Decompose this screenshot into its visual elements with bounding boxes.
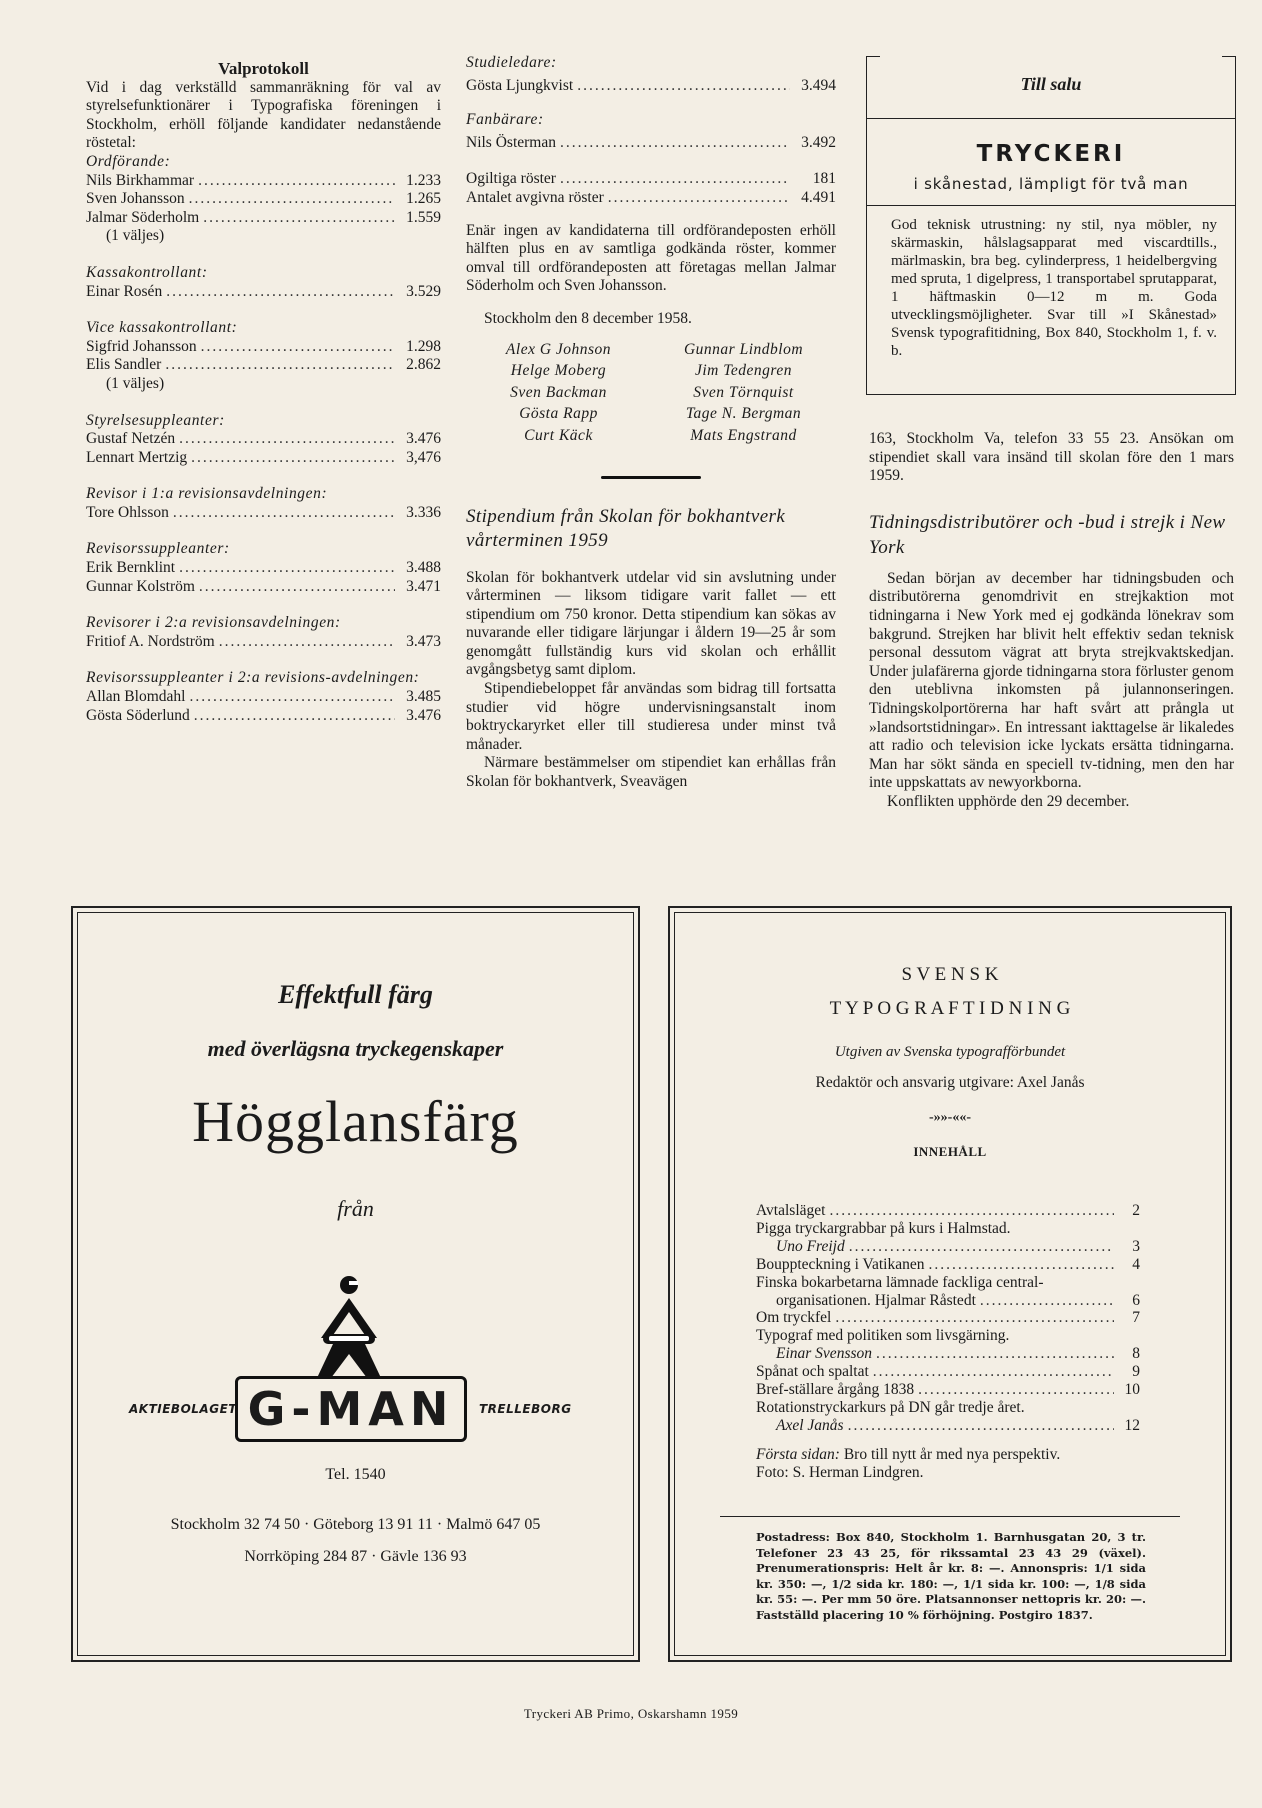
candidate-row [86,190,441,209]
toc-title: Om tryckfel [756,1309,832,1327]
candidate-row [86,688,441,707]
candidate-row [86,707,441,726]
forsta-sidan-label: Första sidan: [756,1446,840,1463]
dot-leader [873,1363,1114,1381]
dot-leader [179,559,395,578]
dot-leader [179,430,395,449]
dot-leader [203,209,395,228]
dot-leader [194,707,395,726]
result-name: Antalet avgivna röster [466,188,604,206]
candidate-name: Sigfrid Johansson [86,337,197,355]
candidate-votes: 3,476 [406,448,441,466]
candidate-name: Elis Sandler [86,356,162,374]
toc-page: 10 [1124,1381,1140,1399]
fanbarare-label: Fanbärare: [466,111,544,129]
dot-leader [560,134,790,153]
candidate-votes: 1.233 [406,171,441,189]
toc-title: Pigga tryckargrabbar på kurs i Halmstad. [756,1219,1011,1237]
signature: Gunnar Lindblom [683,340,804,358]
strejk-paragraph-1: Sedan början av december har tidningsbuden och distributörerna genomdrivit en strejkaktion mot tidningarna i New York med ej godkända lönekrav som bakgrund. Strejken har blivit helt effektiv sedan teknisk personal dessutom vägrat att bryta strejkvaktskedjan. Under julafärerna gjorde tidningarna stora förluster genom den uteblivna inkomsten på julannonseringen. Tidningskolportörerna har haft svårt att prångla ut »landsortstidningar». En intressant iakttagelse är likaledes att radio och television icke lyckats ersätta tidningarna. Man har sökt sända en speciell tv-tidning, men den har inte uppskattats av newyorkborna. [869,569,1234,792]
fanbarare-row [466,134,836,153]
toc-entry [756,1292,1140,1310]
result-votes: 181 [812,170,836,188]
candidate-votes: 1.559 [406,208,441,226]
ad-telephone: Tel. 1540 [325,1466,386,1483]
signature: Mats Engstrand [690,426,797,444]
gman-advertisement [71,906,640,1662]
result-votes: 3.494 [801,76,836,94]
toc-entry [756,1220,1140,1238]
dot-leader [835,1309,1114,1327]
candidate-name: Erik Bernklint [86,559,176,577]
toc-title: Einar Svensson [776,1345,873,1363]
valprotokoll-column [86,60,441,743]
election-position-label: Vice kassakontrollant: [86,319,238,337]
result-name: Gösta Ljungkvist [466,76,574,94]
election-group [86,540,441,596]
dot-leader [166,283,395,302]
dot-leader [608,189,790,208]
candidate-name: Nils Birkhammar [86,171,195,189]
result-votes: 4.491 [801,188,836,206]
candidate-name: Tore Ohlsson [86,503,169,521]
forsta-sidan [756,1446,1140,1482]
candidate-name: Allan Blomdahl [86,688,186,706]
stipendium-paragraph-3: Närmare bestämmelser om stipendiet kan erhållas från Skolan för bokhantverk, Sveavägen [466,754,836,791]
valprotokoll-intro: Vid i dag verkställd sammanräkning för val av styrelsefunktionärer i Typografiska föreningen i Stockholm, erhöll följande kandidater nedanstående röstetal: [86,78,441,152]
toc-title: Avtalsläget [756,1202,826,1219]
signature: Sven Backman [510,383,607,401]
candidate-name: Jalmar Söderholm [86,208,200,226]
election-position-label: Kassakontrollant: [86,263,208,281]
candidate-votes: 3.488 [406,559,441,577]
signature-grid [466,341,836,446]
candidate-votes: 3.485 [406,688,441,706]
dot-leader [198,172,395,191]
election-position-label: Revisor i 1:a revisionsavdelningen: [86,485,328,503]
toc-title: organisationen. Hjalmar Råstedt [776,1291,976,1309]
signature: Sven Törnquist [693,383,794,401]
toc-entry [756,1274,1140,1292]
dot-leader [577,77,790,96]
dot-leader [219,633,395,652]
strejk-paragraph-2: Konflikten upphörde den 29 december. [887,792,1130,810]
tryckeri-body: God teknisk utrustning: ny stil, nya möbler, ny skärmaskin, hålslagsapparat med viscardtills., märlmaskin, bra beg. cylinderpress, 1 heidelbergving med spruta, 1 digelpress, 1 transportabel sprutapparat, 1 häftmaskin 0—12 m m. Goda utvecklingsmöjligheter. Svar till »I Skånestad» Svensk typografitidning, Box 840, Stockholm 1, f. v. b. [891,217,1217,359]
toc-title: Spånat och spaltat [756,1363,869,1381]
election-note: (1 väljes) [106,374,165,392]
candidate-votes: 3.473 [406,632,441,650]
candidate-row [86,449,441,468]
toc-title: Typograf med politiken som livsgärning. [756,1327,1010,1345]
ad-right-word: TRELLEBORG [479,1402,572,1416]
result-name: Ogiltiga röster [466,170,556,188]
candidate-row [86,578,441,597]
dot-leader [848,1417,1114,1435]
ad-subheadline: med överlägsna tryckegenskaper [207,1036,504,1061]
till-salu-title: Till salu [1020,74,1082,94]
dot-leader [189,190,395,209]
signature: Jim Tedengren [694,362,793,380]
election-group [86,153,441,246]
table-of-contents [756,1202,1140,1435]
candidate-votes: 3.529 [406,282,441,300]
gman-figure-icon [309,1274,389,1380]
toc-page: 7 [1132,1309,1140,1327]
omval-paragraph: Enär ingen av kandidaterna till ordförandeposten erhöll hälften plus en av samtliga godkända röster, kommer omval till ordförandeposten att företagas mellan Jalmar Söderholm och Sven Johansson. [466,221,836,295]
candidate-votes: 3.476 [406,706,441,724]
candidate-row [86,504,441,523]
dot-leader [829,1202,1114,1220]
toc-title: Rotationstryckarkurs på DN går tredje året. [756,1398,1025,1416]
candidate-name: Gustaf Netzén [86,430,176,448]
election-position-label: Ordförande: [86,152,171,170]
dot-leader [918,1381,1114,1399]
toc-entry [756,1399,1140,1417]
studieledare-label: Studieledare: [466,54,557,71]
till-salu-box [866,56,1236,395]
toc-page: 9 [1132,1363,1140,1381]
candidate-row [86,430,441,449]
ornament-icon: -»»-««- [929,1110,971,1125]
dot-leader [191,449,395,468]
candidate-name: Einar Rosén [86,282,163,300]
divider-rule [601,476,701,479]
gman-logo-text: G-MAN [247,1382,455,1436]
printer-footer: Tryckeri AB Primo, Oskarshamn 1959 [523,1706,739,1721]
masthead-box [668,906,1232,1662]
election-position-label: Revisorer i 2:a revisionsavdelningen: [86,614,341,632]
dot-leader [980,1292,1114,1310]
toc-entry [756,1256,1140,1274]
signature: Tage N. Bergman [685,405,802,423]
masthead-redaktor: Redaktör och ansvarig utgivare: Axel Janås [815,1074,1085,1091]
ad-offices-2: Norrköping 284 87 · Gävle 136 93 [244,1548,467,1565]
tryckeri-heading: TRYCKERI [976,141,1126,167]
masthead-typograftidning: T Y P O G R A F T I D N I N G [829,998,1071,1019]
toc-page: 2 [1132,1202,1140,1219]
candidate-name: Sven Johansson [86,190,185,208]
result-name: Nils Österman [466,133,556,151]
studieledare-row [466,77,836,96]
election-group [86,319,441,393]
candidate-row [86,559,441,578]
toc-page: 3 [1132,1237,1140,1255]
dot-leader [876,1345,1114,1363]
ad-left-word: AKTIEBOLAGET [129,1402,237,1416]
innehall-heading: INNEHÅLL [913,1144,987,1159]
stipendium-continued: 163, Stockholm Va, telefon 33 55 23. Ansökan om stipendiet skall vara insänd till skolan före den 1 mars 1959. [869,430,1234,485]
toc-entry [756,1345,1140,1363]
right-column [869,430,1234,812]
middle-column [466,54,836,792]
masthead-svensk: S V E N S K [901,964,999,985]
candidate-name: Gösta Söderlund [86,706,190,724]
signature: Alex G Johnson [505,340,612,358]
election-position-label: Revisorssuppleanter i 2:a revisions-avdelningen: [86,669,420,687]
foto-credit: Foto: S. Herman Lindgren. [756,1464,924,1481]
candidate-row [86,338,441,357]
ad-headline: Effektfull färg [278,980,433,1009]
toc-title: Bref-ställare årgång 1838 [756,1381,915,1399]
toc-entry [756,1363,1140,1381]
signature: Curt Käck [524,426,593,444]
election-group [86,264,441,301]
dot-leader [173,504,395,523]
dot-leader [199,578,395,597]
candidate-row [86,283,441,302]
candidate-name: Fritiof A. Nordström [86,632,215,650]
candidate-votes: 2.862 [406,356,441,374]
candidate-row [86,356,441,375]
candidate-votes: 3.471 [406,577,441,595]
masthead-utgiven: Utgiven av Svenska typografförbundet [834,1044,1066,1060]
election-group [86,412,441,468]
dot-leader [165,356,395,375]
toc-title: Uno Freijd [776,1237,845,1255]
masthead-rule [720,1516,1180,1517]
result-votes: 3.492 [801,133,836,151]
toc-title: Axel Janås [776,1416,844,1434]
candidate-votes: 3.476 [406,430,441,448]
signature: Helge Moberg [510,362,607,380]
toc-page: 6 [1132,1291,1140,1309]
toc-entry [756,1417,1140,1435]
election-group [86,614,441,651]
election-note: (1 väljes) [106,227,165,245]
election-group [86,485,441,522]
antalet-row [466,189,836,208]
toc-page: 4 [1132,1255,1140,1273]
signature: Gösta Rapp [519,405,598,423]
election-position-label: Revisorssuppleanter: [86,540,230,558]
toc-entry [756,1309,1140,1327]
candidate-row [86,633,441,652]
candidate-votes: 3.336 [406,503,441,521]
election-position-label: Styrelsesuppleanter: [86,411,225,429]
stipendium-title: Stipendium från Skolan för bokhantverk vårterminen 1959 [466,505,786,551]
dot-leader [928,1256,1114,1274]
dot-leader [560,170,790,189]
forsta-sidan-text: Bro till nytt år med nya perspektiv. [843,1446,1061,1463]
toc-title: Bouppteckning i Vatikanen [756,1255,925,1273]
dot-leader [849,1238,1114,1256]
candidate-votes: 1.265 [406,190,441,208]
toc-entry [756,1238,1140,1256]
toc-entry [756,1381,1140,1399]
postal-info: Postadress: Box 840, Stockholm 1. Barnhusgatan 20, 3 tr. Telefoner 23 43 25, för rikssamtal 23 43 29 (växel). Prenumerationspris: Helt år kr. 8: —. Annonspris: 1/1 sida kr. 350: —, 1/2 sida kr. 180: —, 1/1 sida kr. 100: —, 1/8 sida kr. 55: —. Per mm 50 öre. Platsannonser nettopris kr. 20: —. Fastställd placering 10 % förhöjning. Postgiro 1837. [756,1530,1146,1622]
ogiltiga-row [466,170,836,189]
candidate-name: Gunnar Kolström [86,577,195,595]
candidate-row [86,209,441,228]
tryckeri-subheading: i skånestad, lämpligt för två man [913,175,1189,193]
stipendium-paragraph-2: Stipendiebeloppet får användas som bidrag till fortsatta studier vid högre undervisningsanstalt inom boktryckaryrket eller till studieresa under minst två månader. [466,680,836,753]
candidate-row [86,172,441,191]
toc-entry [756,1202,1140,1220]
candidate-name: Lennart Mertzig [86,448,188,466]
ad-fran: från [337,1196,374,1221]
toc-entry [756,1327,1140,1345]
gman-logo [235,1376,467,1442]
dot-leader [189,688,395,707]
election-group [86,669,441,725]
valprotokoll-title: Valprotokoll [218,59,309,78]
toc-page: 12 [1124,1416,1140,1434]
strejk-title: Tidningsdistributörer och -bud i strejk i New York [869,511,1226,558]
valprotokoll-groups [86,153,441,725]
toc-page: 8 [1132,1345,1140,1363]
toc-title: Finska bokarbetarna lämnade fackliga central- [756,1273,1044,1291]
ad-offices-1: Stockholm 32 74 50 · Göteborg 13 91 11 · Malmö 647 05 [170,1516,541,1533]
stipendium-paragraph-1: Skolan för bokhantverk utdelar vid sin avslutning under vårterminen — liksom tidigare varit fallet — ett stipendium om 750 kronor. Detta stipendium kan sökas av nuvarande eller tidigare lärjungar i åldern 19—25 år som genomgått fullständig kurs vid skolan och erhållit avgångsbetyg samt diplom. [466,568,836,679]
protocol-date: Stockholm den 8 december 1958. [484,309,692,327]
candidate-votes: 1.298 [406,337,441,355]
ad-brand: Högglansfärg [192,1089,519,1154]
dot-leader [201,338,395,357]
